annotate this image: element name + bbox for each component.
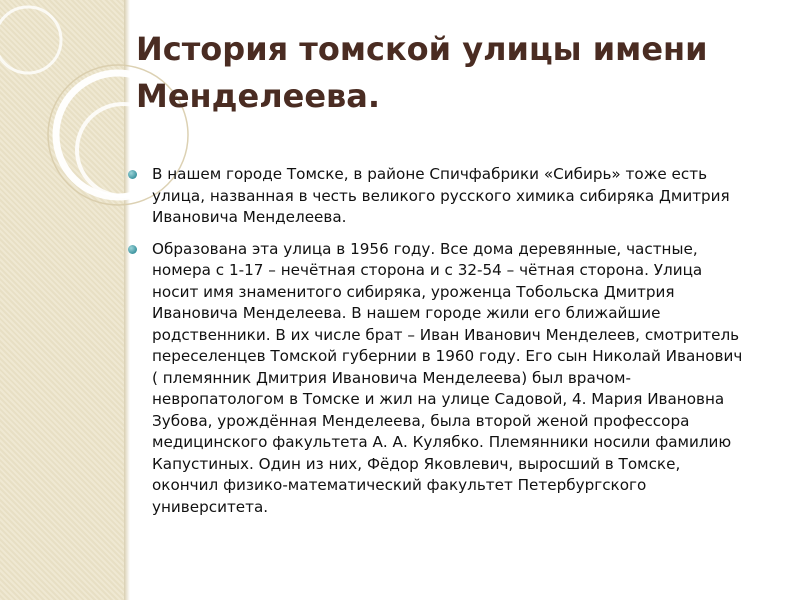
bullet-text-1: В нашем городе Томске, в районе Спичфабрики «Сибирь» тоже есть улица, названная в честь великого русского химика сибиряка Дмитрия Ивановича Менделеева. [152, 165, 730, 226]
slide-title: История томской улицы имени Менделеева. [136, 30, 708, 115]
bullet-list [126, 164, 751, 528]
bullet-icon [128, 245, 137, 254]
bullet-text-2: Образована эта улица в 1956 году. Все дома деревянные, частные, номера с 1-17 – нечётная сторона и с 32-54 – чётная сторона. Улица носит имя знаменитого сибиряка, уроженца Тобольска Дмитрия Ивановича Менделеева. В нашем городе жили его ближайшие родственники. В их числе брат – Иван Иванович Менделеев, смотритель переселенцев Томской губернии в 1960 году. Его сын Николай Иванович ( племянник Дмитрия Ивановича Менделеева) был врачом-невропатологом в Томске и жил на улице Садовой, 4. Мария Ивановна Зубова, урождённая Менделеева, была второй женой профессора медицинского факультета А. А. Кулябко. Племянники носили фамилию Капустиных. Один из них, Фёдор Яковлевич, выросший в Томске, окончил физико-математический факультет Петербургского университета. [152, 239, 743, 516]
bullet-icon [128, 170, 137, 179]
bullet-item-1 [126, 164, 751, 229]
decorative-side-panel [0, 0, 124, 600]
bullet-item-2 [126, 239, 751, 519]
